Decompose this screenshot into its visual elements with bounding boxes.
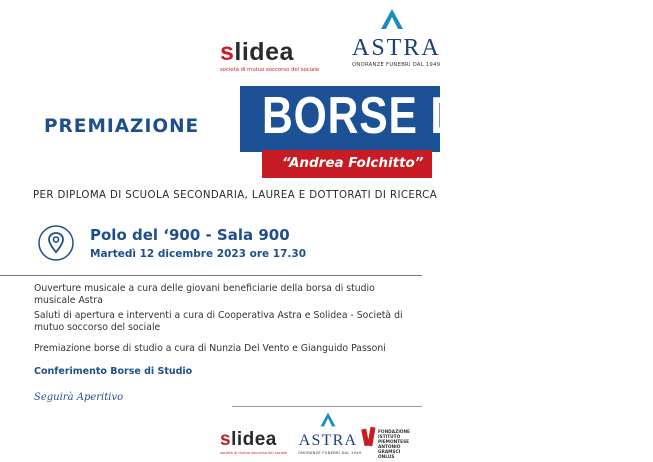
fondazione-gramsci-icon (361, 426, 377, 448)
fondazione-line-4: ONLUS (378, 455, 395, 460)
solidea-tagline: società di mutuo soccorso del sociale (220, 67, 320, 73)
honoree-name: “Andrea Folchitto” (282, 155, 424, 171)
solidea-tagline-small: società di mutuo soccorso del sociale (220, 451, 288, 455)
astra-subtitle: ONORANZE FUNEBRI DAL 1949 (352, 62, 441, 68)
program-item-1: Ouverture musicale a cura delle giovani beneficiarie della borsa di studio musicale Astra (34, 283, 375, 306)
venue-name: Polo del ‘900 - Sala 900 (90, 226, 290, 244)
astra-wordmark-small: ASTRA (298, 432, 358, 449)
program-item-3: Premiazione borse di studio a cura di Nunzia Del Vento e Gianguido Passoni (34, 343, 386, 354)
astra-a-icon-small (319, 412, 337, 427)
fondazione-line-3: ANTONIO GRAMSCI (378, 445, 401, 455)
location-pin-icon (38, 225, 74, 261)
event-datetime: Martedì 12 dicembre 2023 ore 17.30 (90, 248, 307, 260)
astra-a-icon (379, 8, 405, 30)
astra-logo (352, 8, 441, 68)
divider-bottom (232, 406, 422, 407)
program-item-2: Saluti di apertura e interventi a cura di Cooperativa Astra e Solidea - Società di mutuo soccorso del sociale (34, 310, 403, 333)
solidea-wordmark-small: slidea (220, 429, 277, 450)
event-subtitle: PER DIPLOMA DI SCUOLA SECONDARIA, LAUREA E DOTTORATI DI RICERCA (33, 190, 438, 201)
divider-top (0, 275, 422, 276)
solidea-logo (220, 40, 360, 73)
astra-subtitle-small: ONORANZE FUNEBRI DAL 1949 (298, 451, 362, 455)
seguira-aperitivo: Seguirà Aperitivo (34, 392, 124, 403)
confirm-borse: Conferimento Borse di Studio (34, 366, 193, 377)
solidea-wordmark: slidea (220, 38, 294, 66)
borse-di-studio-title: BORSE DI STUDIO (262, 87, 653, 145)
solidea-logo-small (220, 430, 300, 455)
fondazione-line-1: FONDAZIONE (378, 430, 410, 435)
fondazione-line-2: ISTITUTO PIEMONTESE (378, 435, 410, 445)
astra-logo-small (298, 412, 362, 455)
fondazione-gramsci-logo (378, 430, 422, 460)
premiazione-heading: PREMIAZIONE (44, 116, 200, 137)
astra-wordmark: ASTRA (352, 35, 441, 61)
